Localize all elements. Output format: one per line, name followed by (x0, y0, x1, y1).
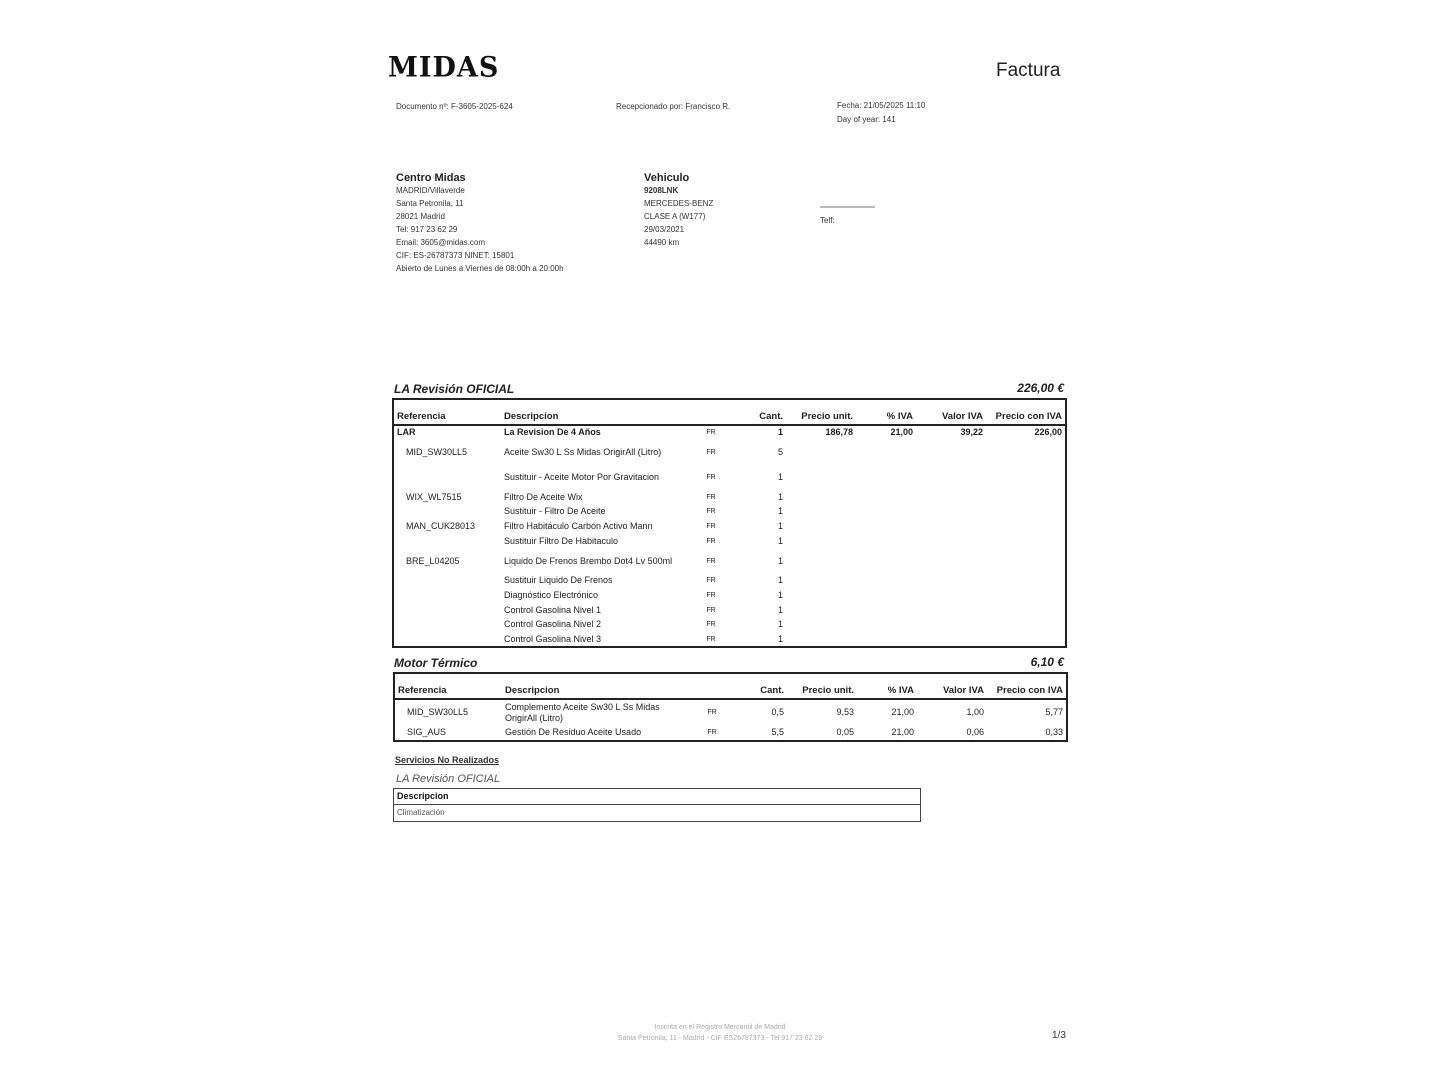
ref-cell: MID_SW30LL5 (407, 707, 469, 718)
iva-cell (856, 440, 916, 465)
table-row (393, 603, 1066, 618)
iva-cell (856, 534, 916, 549)
col-precio-iva: Precio con IVA (987, 673, 1067, 699)
fr-cell: FR (706, 429, 716, 437)
iva-cell (856, 632, 916, 647)
table-row (393, 588, 1066, 603)
col-precio-iva: Precio con IVA (986, 399, 1066, 425)
footer-line: Santa Petronila, 11 - Madrid - CIF ES26787373 - Tel 917 23 62 29 (617, 1035, 823, 1042)
table-row (393, 574, 1066, 589)
ref-cell (393, 574, 501, 589)
section-total: 6,10 € (1030, 655, 1064, 669)
centro-line: Tel: 917 23 62 29 (396, 225, 458, 234)
iva-cell (856, 519, 916, 534)
no-realizados-col: Descripcion (394, 789, 920, 805)
valor-iva-cell (916, 519, 986, 534)
precio-cell (786, 603, 856, 618)
col-referencia: Referencia (393, 399, 501, 425)
desc-cell: Sustituir Filtro De Habitaculo (504, 535, 619, 546)
ref-cell (393, 632, 501, 647)
ref-cell: MID_SW30LL5 (406, 446, 468, 457)
ref-cell: LAR (397, 427, 416, 438)
iva-cell (856, 490, 916, 505)
desc-cell: Control Gasolina Nivel 1 (504, 604, 602, 615)
valor-iva-cell (916, 588, 986, 603)
precio-cell (786, 632, 856, 647)
cant-cell: 1 (777, 535, 783, 546)
vehiculo-line: 44490 km (644, 238, 680, 247)
col-valor-iva: Valor IVA (917, 673, 987, 699)
centro-line: 28021 Madrid (396, 212, 445, 221)
midas-logo: MIDAS (388, 51, 500, 84)
total-cell (986, 549, 1066, 574)
received-by: Recepcionado por: Francisco R. (616, 102, 731, 111)
ref-cell (393, 588, 501, 603)
cant-cell: 1 (777, 575, 783, 586)
col-cant: Cant. (737, 673, 787, 699)
fr-cell: FR (706, 473, 716, 481)
footer-line: Inscrita en el Registro Mercantil de Madrid (654, 1024, 786, 1031)
valor-iva-cell (916, 465, 986, 490)
col-cant: Cant. (736, 399, 786, 425)
table-row (393, 505, 1066, 520)
section-total: 226,00 € (1017, 381, 1064, 395)
vehiculo-line: MERCEDES-BENZ (644, 199, 714, 208)
section2-table (393, 672, 1068, 742)
precio-cell (786, 588, 856, 603)
fr-cell: FR (706, 592, 716, 600)
ref-cell: SIG_AUS (407, 727, 447, 738)
ref-cell (393, 603, 501, 618)
ref-cell: BRE_L04205 (406, 555, 460, 566)
total-cell (986, 632, 1066, 647)
cliente-phone: Telf: (820, 216, 835, 225)
no-realizados-heading: Servicios No Realizados (395, 755, 500, 765)
precio-cell (786, 534, 856, 549)
cant-cell: 0,5 (771, 707, 784, 718)
cliente-block (820, 206, 875, 227)
valor-iva-cell: 39,22 (960, 427, 983, 438)
ref-cell (393, 534, 501, 549)
col-valor-iva: Valor IVA (916, 399, 986, 425)
precio-cell: 9,53 (836, 707, 854, 718)
desc-cell: Filtro De Aceite Wix (504, 491, 583, 502)
total-cell: 226,00 (1034, 427, 1062, 438)
total-cell (986, 574, 1066, 589)
fr-cell: FR (706, 577, 716, 585)
table-row (393, 425, 1066, 440)
ref-cell: WIX_WL7515 (406, 491, 462, 502)
valor-iva-cell (916, 603, 986, 618)
desc-cell: Sustituir Liquido De Frenos (504, 575, 613, 586)
vehiculo-line: 29/03/2021 (644, 225, 685, 234)
valor-iva-cell: 0,06 (966, 727, 984, 738)
table-row (393, 549, 1066, 574)
col-fr (687, 673, 737, 699)
fr-cell: FR (706, 621, 716, 629)
no-realizados-table (393, 788, 921, 822)
cant-cell: 1 (777, 427, 783, 438)
valor-iva-cell (916, 574, 986, 589)
table-row (393, 440, 1066, 465)
fr-cell: FR (706, 448, 716, 456)
fr-cell: FR (707, 709, 717, 717)
desc-cell: Sustituir - Filtro De Aceite (504, 506, 606, 517)
ref-cell (393, 618, 501, 633)
precio-cell (786, 574, 856, 589)
table-row (393, 519, 1066, 534)
valor-iva-cell: 1,00 (966, 707, 984, 718)
valor-iva-cell (916, 549, 986, 574)
iva-cell (856, 588, 916, 603)
ref-cell: MAN_CUK28013 (406, 521, 476, 532)
total-cell (986, 588, 1066, 603)
fr-cell: FR (706, 557, 716, 565)
table-row (393, 618, 1066, 633)
no-realizados-subtitle: LA Revisión OFICIAL (396, 773, 501, 785)
table-row (394, 726, 1067, 741)
table-row (393, 465, 1066, 490)
valor-iva-cell (916, 534, 986, 549)
desc-cell: Control Gasolina Nivel 2 (504, 619, 602, 630)
centro-line: MADRID/Villaverde (396, 186, 465, 195)
precio-cell (786, 440, 856, 465)
no-realizados-item: Climatización (397, 808, 445, 817)
total-cell: 0,33 (1045, 727, 1063, 738)
centro-line: Santa Petronila, 11 (396, 199, 464, 208)
precio-cell (786, 490, 856, 505)
total-cell (986, 534, 1066, 549)
ref-cell (393, 465, 501, 490)
iva-cell (856, 618, 916, 633)
valor-iva-cell (916, 490, 986, 505)
cant-cell: 5 (777, 446, 783, 457)
col-fr (686, 399, 736, 425)
centro-line: Abierto de Lunes a Viernes de 08:00h a 20:00h (396, 264, 564, 273)
desc-cell: Aceite Sw30 L Ss Midas OrigirAll (Litro) (504, 446, 662, 457)
invoice-date: Fecha: 21/05/2025 11:10 (837, 101, 926, 110)
centro-line: CIF: ES-26787373 NINET: 15801 (396, 251, 515, 260)
fr-cell: FR (706, 606, 716, 614)
cant-cell: 1 (777, 555, 783, 566)
desc-cell: Gestión De Residuo Aceite Usado (505, 727, 642, 738)
desc-cell: Complemento Aceite Sw30 L Ss Midas OrigirAll (Litro) (505, 701, 660, 723)
fr-cell: FR (706, 635, 716, 643)
ref-cell (393, 505, 501, 520)
valor-iva-cell (916, 618, 986, 633)
cliente-name-faded (820, 206, 875, 208)
cant-cell: 1 (777, 619, 783, 630)
centro-title: Centro Midas (396, 172, 466, 184)
cant-cell: 1 (777, 633, 783, 644)
section1-body (393, 425, 1066, 647)
fr-cell: FR (706, 523, 716, 531)
valor-iva-cell (916, 632, 986, 647)
precio-cell (786, 618, 856, 633)
vehiculo-block (644, 172, 713, 249)
vehiculo-title: Vehiculo (644, 172, 690, 184)
cant-cell: 1 (777, 521, 783, 532)
table-header-row (393, 399, 1066, 425)
total-cell (986, 618, 1066, 633)
col-referencia: Referencia (394, 673, 502, 699)
desc-cell: Control Gasolina Nivel 3 (504, 633, 602, 644)
table-header-row (394, 673, 1067, 699)
desc-cell: Liquido De Frenos Brembo Dot4 Lv 500ml (504, 555, 673, 566)
total-cell (986, 519, 1066, 534)
precio-cell (786, 465, 856, 490)
fr-cell: FR (706, 537, 716, 545)
precio-cell (786, 505, 856, 520)
total-cell: 5,77 (1045, 707, 1063, 718)
document-title: Factura (996, 60, 1061, 81)
valor-iva-cell (916, 505, 986, 520)
col-iva: % IVA (856, 399, 916, 425)
document-number: Documento nº: F-3605-2025-624 (396, 102, 513, 111)
precio-cell (786, 519, 856, 534)
table-row (394, 699, 1067, 726)
total-cell (986, 603, 1066, 618)
table-row (393, 632, 1066, 647)
iva-cell (856, 505, 916, 520)
col-descripcion: Descripcion (501, 399, 686, 425)
footer-legal (560, 1022, 880, 1044)
iva-cell (856, 549, 916, 574)
desc-cell: Diagnóstico Electrónico (504, 590, 599, 601)
fr-cell: FR (707, 729, 717, 737)
precio-cell (786, 549, 856, 574)
day-of-year: Day of year: 141 (837, 115, 896, 124)
total-cell (986, 490, 1066, 505)
iva-cell: 21,00 (891, 707, 914, 718)
col-descripcion: Descripcion (502, 673, 687, 699)
section2-body (394, 699, 1067, 741)
total-cell (986, 465, 1066, 490)
col-iva: % IVA (857, 673, 917, 699)
section1-table (392, 398, 1067, 648)
centro-line: Email: 3605@midas.com (396, 238, 486, 247)
total-cell (986, 440, 1066, 465)
cant-cell: 5,5 (771, 727, 784, 738)
iva-cell: 21,00 (891, 727, 914, 738)
desc-cell: Filtro Habitáculo Carbón Activo Mann (504, 521, 653, 532)
col-precio: Precio unit. (786, 399, 856, 425)
cant-cell: 1 (777, 506, 783, 517)
vehiculo-plate: 9208LNK (644, 186, 679, 195)
valor-iva-cell (916, 440, 986, 465)
iva-cell (856, 465, 916, 490)
precio-cell: 186,78 (825, 427, 853, 438)
total-cell (986, 505, 1066, 520)
iva-cell (856, 574, 916, 589)
centro-block (396, 172, 564, 275)
table-row (393, 490, 1066, 505)
vehiculo-line: CLASE A (W177) (644, 212, 706, 221)
iva-cell (856, 603, 916, 618)
iva-cell: 21,00 (890, 427, 913, 438)
cant-cell: 1 (777, 590, 783, 601)
table-row (393, 534, 1066, 549)
cant-cell: 1 (777, 471, 783, 482)
cant-cell: 1 (777, 604, 783, 615)
page-number: 1/3 (1052, 1030, 1066, 1041)
fr-cell: FR (706, 493, 716, 501)
col-precio: Precio unit. (787, 673, 857, 699)
section-title: LA Revisión OFICIAL (394, 382, 515, 396)
fr-cell: FR (706, 508, 716, 516)
cant-cell: 1 (777, 491, 783, 502)
desc-cell: Sustituir - Aceite Motor Por Gravitacion (504, 471, 660, 482)
precio-cell: 0,05 (836, 727, 854, 738)
section-title: Motor Térmico (394, 656, 478, 670)
desc-cell: La Revision De 4 Años (504, 427, 601, 438)
